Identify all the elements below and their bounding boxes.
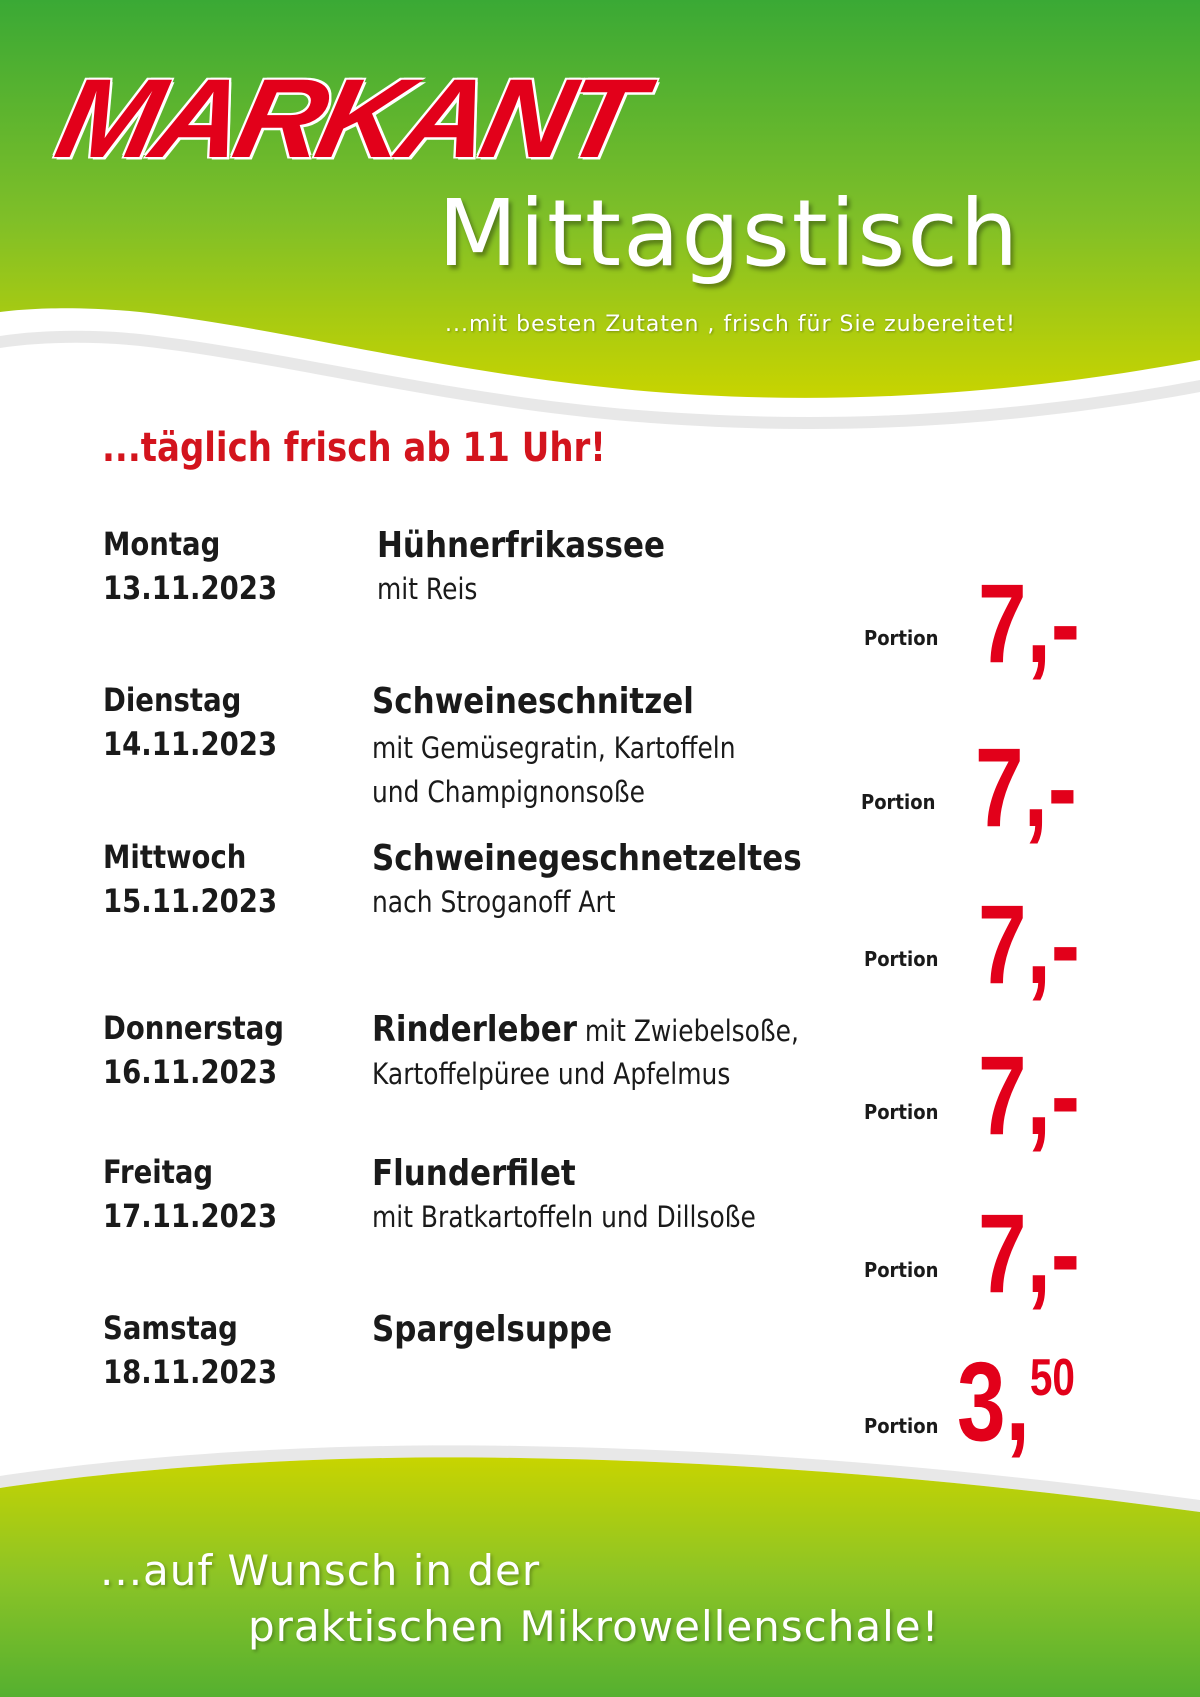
price xyxy=(957,1339,1075,1464)
footer-line-2: praktischen Mikrowellenschale! xyxy=(248,1602,940,1651)
dish-name: Spargelsuppe xyxy=(372,1309,613,1350)
dish-description: und Champignonsoße xyxy=(372,775,645,809)
portion-label: Portion xyxy=(864,626,939,650)
price-main: 7,- xyxy=(978,561,1080,686)
price-cents: 50 xyxy=(1029,1349,1075,1407)
portion-label: Portion xyxy=(864,1100,939,1124)
day-name: Donnerstag xyxy=(103,1009,284,1047)
day-name: Samstag xyxy=(103,1309,238,1347)
dish-description: mit Bratkartoffeln und Dillsoße xyxy=(372,1200,756,1234)
dish xyxy=(372,1150,819,1236)
price xyxy=(978,561,1080,686)
day-date: 17.11.2023 xyxy=(103,1197,278,1235)
portion-label: Portion xyxy=(864,1258,939,1282)
day-name: Dienstag xyxy=(103,681,242,719)
day-date: 18.11.2023 xyxy=(103,1353,278,1391)
day-name: Montag xyxy=(103,525,221,563)
day-date: 15.11.2023 xyxy=(103,882,278,920)
dish-description: Kartoffelpüree und Apfelmus xyxy=(372,1057,731,1091)
price xyxy=(978,1191,1080,1316)
price-main: 7,- xyxy=(978,882,1080,1007)
price xyxy=(978,1033,1080,1158)
day-label xyxy=(103,1150,277,1238)
dish-description-inline: mit Zwiebelsoße, xyxy=(576,1014,799,1048)
footer-line-1: ...auf Wunsch in der xyxy=(100,1546,541,1595)
dish-description: mit Gemüsegratin, Kartoffeln xyxy=(372,731,736,765)
page-title: Mittagstisch xyxy=(438,180,1021,287)
price-main: 3, xyxy=(957,1339,1030,1464)
tagline: ...mit besten Zutaten , frisch für Sie zubereitet! xyxy=(445,312,1016,337)
dish-name: Schweineschnitzel xyxy=(372,681,694,722)
daily-note: ...täglich frisch ab 11 Uhr! xyxy=(102,425,606,471)
dish-name: Schweinegeschnetzeltes xyxy=(372,838,802,879)
day-date: 14.11.2023 xyxy=(103,725,278,763)
day-label xyxy=(103,522,277,610)
dish xyxy=(377,522,824,608)
dish xyxy=(372,835,819,921)
day-date: 16.11.2023 xyxy=(103,1053,278,1091)
portion-label: Portion xyxy=(864,1414,939,1438)
day-name: Freitag xyxy=(103,1153,214,1191)
day-label xyxy=(103,835,277,923)
price xyxy=(975,725,1077,850)
dish xyxy=(372,1006,819,1093)
day-label xyxy=(103,1306,277,1394)
markant-logo: MARKANT xyxy=(46,55,649,181)
portion-label: Portion xyxy=(861,790,936,814)
dish-description: mit Reis xyxy=(377,572,478,606)
dish-name: Flunderfilet xyxy=(372,1153,576,1194)
dish-name: Rinderleber xyxy=(372,1009,577,1050)
day-date: 13.11.2023 xyxy=(103,569,278,607)
price-main: 7,- xyxy=(975,725,1077,850)
price-main: 7,- xyxy=(978,1033,1080,1158)
dish xyxy=(372,1306,819,1354)
dish-description: nach Stroganoff Art xyxy=(372,885,616,919)
day-label xyxy=(103,1006,284,1094)
day-label xyxy=(103,678,277,766)
dish-name-line xyxy=(372,1006,819,1055)
dish xyxy=(372,678,819,814)
price xyxy=(978,882,1080,1007)
price-main: 7,- xyxy=(978,1191,1080,1316)
day-name: Mittwoch xyxy=(103,838,247,876)
portion-label: Portion xyxy=(864,947,939,971)
dish-name: Hühnerfrikassee xyxy=(377,525,665,566)
